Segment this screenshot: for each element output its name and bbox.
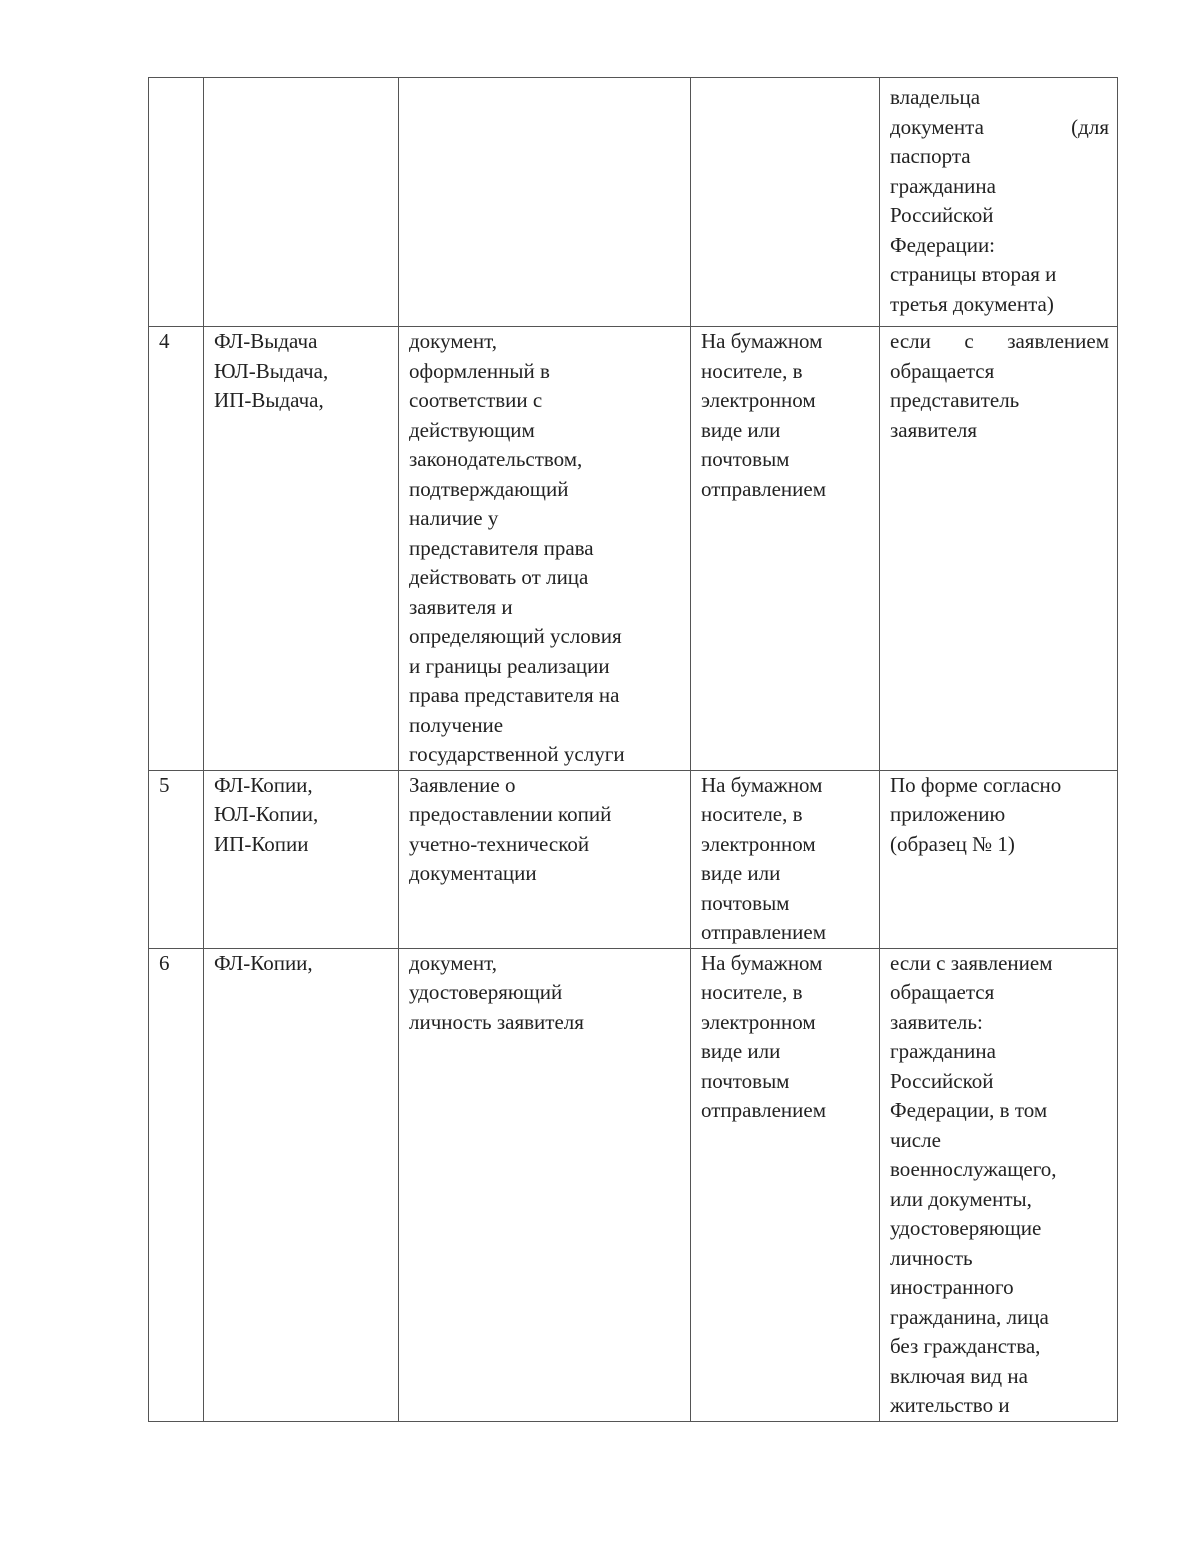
cell-code <box>204 948 399 1421</box>
cell-line: носителе, в <box>701 358 803 383</box>
cell-line: почтовым <box>701 890 790 915</box>
cell-line: отправлением <box>701 1098 826 1122</box>
cell-line: почтовым <box>701 447 790 471</box>
cell-line: учетно-технической <box>409 831 590 856</box>
cell-line: Заявление о <box>409 772 516 797</box>
cell-line: заявителя <box>890 417 978 442</box>
cell-line: если с заявлением <box>890 950 1053 975</box>
cell-line: страницы вторая и <box>890 262 1057 286</box>
cell-line: гражданина <box>890 173 996 198</box>
cell-line: электронном <box>701 1009 816 1034</box>
cell-line: По форме согласно <box>890 772 1062 797</box>
cell-line: документации <box>409 861 537 885</box>
cell-form <box>691 327 880 771</box>
row-number: 4 <box>159 329 170 353</box>
cell-number <box>149 327 204 771</box>
cell-document <box>399 327 691 771</box>
cell-line-justified <box>890 113 1109 143</box>
cell-line: гражданина, лица <box>890 1304 1049 1329</box>
cell-line: обращается <box>890 980 995 1004</box>
cell-line: военнослужащего, <box>890 1157 1057 1181</box>
cell-line: числе <box>890 1127 941 1152</box>
cell-line: и границы реализации <box>409 653 610 678</box>
cell-line: виде или <box>701 417 781 442</box>
word: документа <box>890 114 984 139</box>
table-row <box>149 948 1118 1421</box>
cell-note <box>880 78 1118 327</box>
cell-line: Российской <box>890 203 994 227</box>
cell-document <box>399 948 691 1421</box>
word: заявлением <box>1007 329 1109 353</box>
cell-number <box>149 948 204 1421</box>
cell-line: удостоверяющие <box>890 1216 1042 1240</box>
cell-line: без гражданства, <box>890 1334 1041 1358</box>
cell-line: предоставлении копий <box>409 802 612 826</box>
cell-line: ФЛ-Копии, <box>214 950 313 975</box>
row-number: 5 <box>159 772 170 797</box>
cell-form <box>691 770 880 948</box>
cell-note <box>880 948 1118 1421</box>
word: с <box>964 329 974 353</box>
cell-line: Федерации: <box>890 232 996 257</box>
cell-line: На бумажном <box>701 772 823 797</box>
cell-line: получение <box>409 712 504 737</box>
cell-line: (образец № 1) <box>890 831 1015 856</box>
cell-line: отправлением <box>701 476 826 501</box>
cell-note <box>880 770 1118 948</box>
cell-line: На бумажном <box>701 329 823 353</box>
cell-document <box>399 78 691 327</box>
table-row <box>149 78 1118 327</box>
cell-form <box>691 78 880 327</box>
row-number: 6 <box>159 950 170 975</box>
cell-line: удостоверяющий <box>409 980 563 1004</box>
cell-line: виде или <box>701 861 781 885</box>
cell-line: ИП-Копии <box>214 831 309 856</box>
cell-line: отправлением <box>701 920 826 944</box>
cell-line: действовать от лица <box>409 565 589 589</box>
cell-line: законодательством, <box>409 447 583 471</box>
cell-code <box>204 770 399 948</box>
cell-line: носителе, в <box>701 980 803 1004</box>
cell-line: соответствии с <box>409 388 543 412</box>
cell-line: жительство и <box>890 1393 1010 1417</box>
cell-code <box>204 327 399 771</box>
cell-line: личность <box>890 1245 973 1270</box>
cell-line: ФЛ-Копии, <box>214 772 313 797</box>
cell-line: личность заявителя <box>409 1009 584 1034</box>
cell-line: носителе, в <box>701 802 803 826</box>
cell-line: виде или <box>701 1039 781 1063</box>
table-row <box>149 770 1118 948</box>
cell-line: действующим <box>409 417 535 442</box>
cell-line: почтовым <box>701 1068 790 1093</box>
cell-line: гражданина <box>890 1039 996 1063</box>
table-row <box>149 327 1118 771</box>
cell-line: включая вид на <box>890 1363 1028 1388</box>
cell-line: документ, <box>409 950 498 975</box>
cell-line: права представителя на <box>409 683 620 707</box>
word: если <box>890 329 931 353</box>
cell-line: подтверждающий <box>409 476 569 501</box>
cell-note <box>880 327 1118 771</box>
cell-line: заявитель: <box>890 1009 983 1034</box>
cell-line: ИП-Выдача, <box>214 388 324 412</box>
cell-line: или документы, <box>890 1186 1032 1211</box>
cell-line: оформленный в <box>409 358 550 383</box>
cell-document <box>399 770 691 948</box>
cell-line: документ, <box>409 329 498 353</box>
cell-line: ЮЛ-Выдача, <box>214 358 329 383</box>
cell-line: Федерации, в том <box>890 1098 1048 1122</box>
cell-line: На бумажном <box>701 950 823 975</box>
word: (для <box>1071 114 1109 139</box>
cell-line: владельца <box>890 85 981 109</box>
cell-number <box>149 78 204 327</box>
cell-code <box>204 78 399 327</box>
cell-line: определяющий условия <box>409 624 622 648</box>
cell-line: наличие у <box>409 506 499 530</box>
cell-line: электронном <box>701 831 816 856</box>
cell-line: ЮЛ-Копии, <box>214 802 319 826</box>
cell-line: иностранного <box>890 1275 1014 1299</box>
cell-line: третья документа) <box>890 291 1054 316</box>
cell-line: заявителя и <box>409 594 513 619</box>
cell-line: представитель <box>890 388 1020 412</box>
cell-line: Российской <box>890 1068 994 1093</box>
cell-line: электронном <box>701 388 816 412</box>
cell-line: приложению <box>890 802 1006 826</box>
cell-line: обращается <box>890 358 995 383</box>
cell-line: ФЛ-Выдача <box>214 329 318 353</box>
cell-number <box>149 770 204 948</box>
cell-form <box>691 948 880 1421</box>
cell-line: представителя права <box>409 535 594 560</box>
cell-line-justified <box>890 327 1109 357</box>
cell-line: государственной услуги <box>409 742 625 766</box>
cell-line: паспорта <box>890 144 971 168</box>
documents-table <box>148 77 1118 1422</box>
